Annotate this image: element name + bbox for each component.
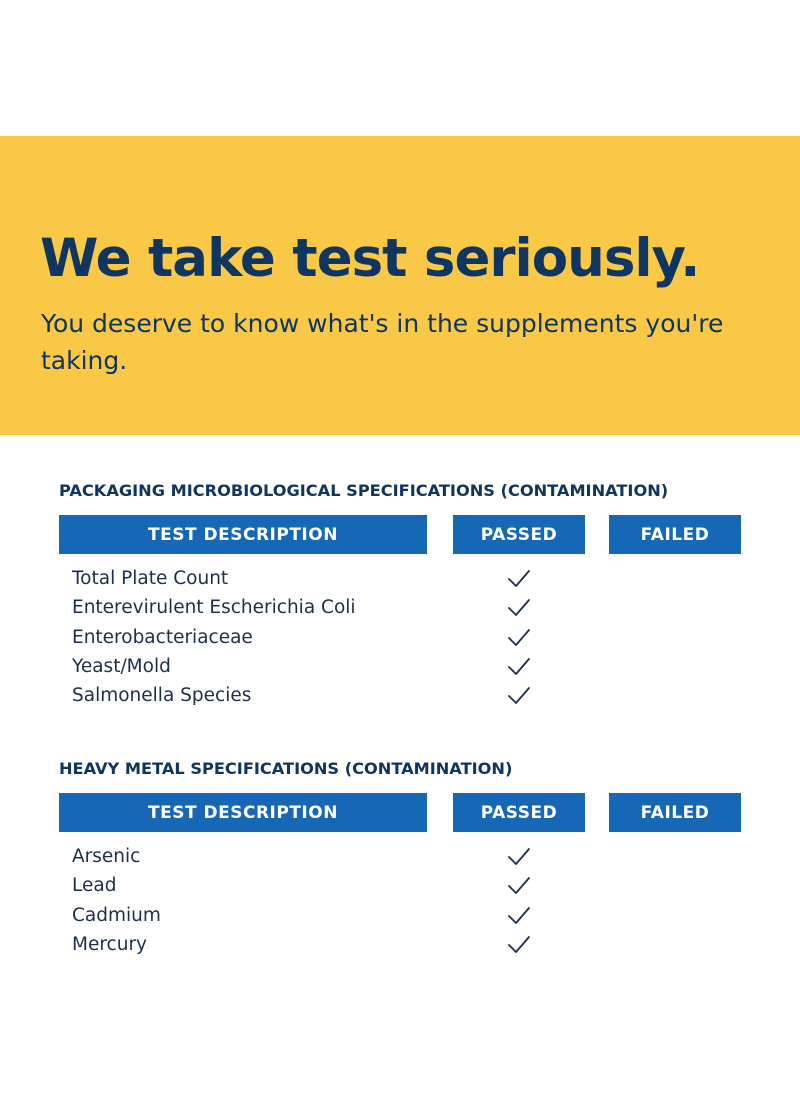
table-row (0, 564, 800, 593)
table-row (0, 652, 800, 681)
check-icon (507, 876, 531, 896)
check-icon (507, 935, 531, 955)
check-icon (507, 569, 531, 589)
test-description: Enterobacteriaceae (72, 626, 253, 648)
column-header-test-description: TEST DESCRIPTION (59, 793, 427, 832)
test-description: Mercury (72, 933, 147, 955)
column-header-passed: PASSED (453, 793, 585, 832)
check-icon (507, 598, 531, 618)
column-header-passed: PASSED (453, 515, 585, 554)
check-icon (507, 657, 531, 677)
table-row (0, 593, 800, 622)
page-subheadline: You deserve to know what's in the supplements you're taking. (41, 309, 724, 375)
check-icon (507, 906, 531, 926)
table-row (0, 901, 800, 930)
page-headline: We take test seriously. (40, 228, 700, 289)
table-row (0, 871, 800, 900)
table-row (0, 930, 800, 959)
test-description: Lead (72, 875, 117, 897)
column-header-failed: FAILED (609, 793, 741, 832)
column-header-failed: FAILED (609, 515, 741, 554)
check-icon (507, 847, 531, 867)
test-description: Cadmium (72, 904, 161, 926)
test-description: Enterevirulent Escherichia Coli (72, 597, 356, 619)
test-description: Total Plate Count (72, 568, 229, 589)
test-description: Salmonella Species (72, 685, 252, 707)
check-icon (507, 628, 531, 648)
section-title-microbiological: PACKAGING MICROBIOLOGICAL SPECIFICATIONS (CONTAMINATION) (59, 481, 669, 500)
table-row (0, 623, 800, 652)
check-icon (507, 686, 531, 706)
section-title-heavy-metal: HEAVY METAL SPECIFICATIONS (CONTAMINATION) (59, 759, 513, 778)
table-row (0, 842, 800, 871)
column-header-test-description: TEST DESCRIPTION (59, 515, 427, 554)
test-description: Arsenic (72, 846, 141, 867)
table-row (0, 681, 800, 710)
test-description: Yeast/Mold (72, 655, 171, 677)
